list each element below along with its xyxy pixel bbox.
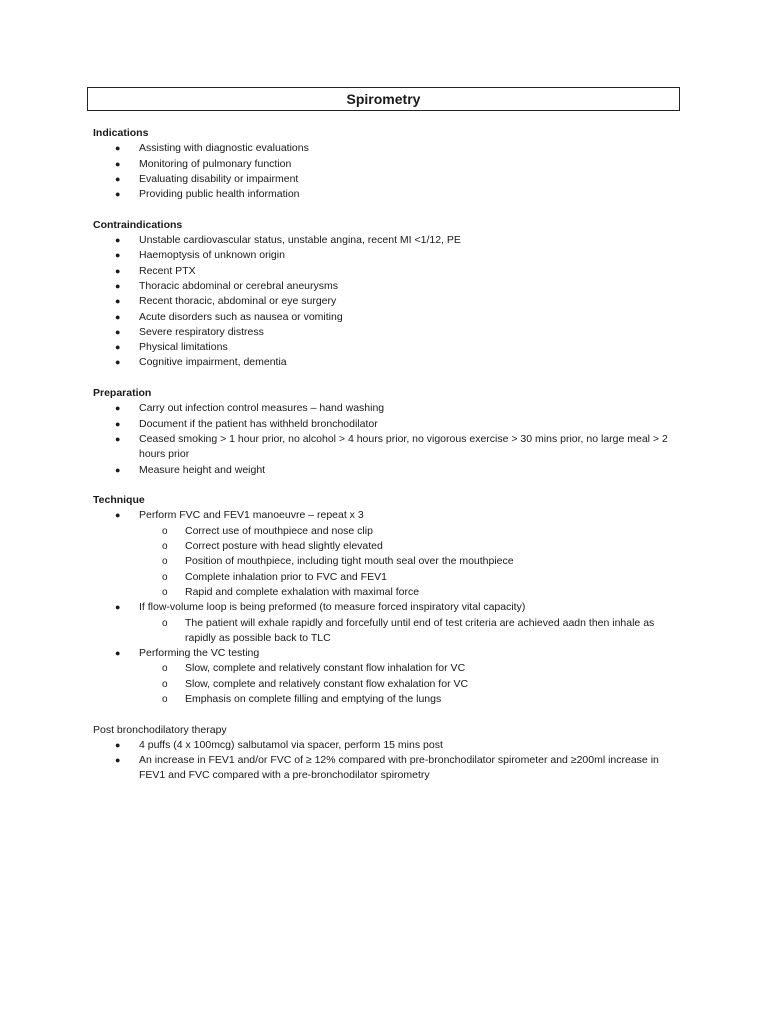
- list-item-text: Cognitive impairment, dementia: [139, 356, 287, 369]
- list-item-text: Carry out infection control measures – hand washing: [139, 402, 385, 415]
- section-post-bronchodilatory-therapy: [93, 723, 673, 784]
- page-title: Spirometry: [87, 87, 680, 111]
- hollow-bullet-icon: o: [162, 525, 168, 537]
- sub-list-item-text: Correct use of mouthpiece and nose clip: [185, 524, 373, 537]
- list-item: [93, 294, 673, 309]
- bullet-icon: ●: [115, 326, 121, 337]
- list-item: [93, 248, 673, 263]
- document-body: [93, 126, 673, 799]
- list-item: [93, 463, 673, 478]
- list-item: [93, 172, 673, 187]
- bullet-list: [93, 508, 673, 707]
- bullet-icon: ●: [115, 235, 121, 246]
- bullet-list: [93, 401, 673, 477]
- list-item-text: Evaluating disability or impairment: [139, 172, 299, 185]
- list-item-text: Performing the VC testing: [139, 647, 260, 660]
- list-item-text: Assisting with diagnostic evaluations: [139, 142, 309, 155]
- list-item-text: Monitoring of pulmonary function: [139, 157, 292, 170]
- list-item: [93, 187, 673, 202]
- sub-list-item: [139, 539, 673, 554]
- section-preparation: [93, 386, 673, 478]
- hollow-bullet-icon: o: [162, 541, 168, 553]
- hollow-bullet-icon: o: [162, 571, 168, 583]
- list-item: [93, 233, 673, 248]
- list-item: [93, 508, 673, 600]
- list-item: [93, 646, 673, 707]
- list-item-text: Acute disorders such as nausea or vomiting: [139, 310, 343, 323]
- sub-bullet-list: [139, 616, 673, 647]
- list-item-text: Document if the patient has withheld bronchodilator: [139, 417, 378, 430]
- sub-list-item-text: Rapid and complete exhalation with maximal force: [185, 585, 420, 598]
- sub-list-item: [139, 570, 673, 585]
- list-item: [93, 355, 673, 370]
- list-item: [93, 417, 673, 432]
- section-heading: Technique: [93, 494, 145, 507]
- list-item-text: Recent thoracic, abdominal or eye surgery: [139, 295, 337, 308]
- section-heading: Indications: [93, 127, 149, 139]
- list-item: [93, 264, 673, 279]
- list-item-text: Perform FVC and FEV1 manoeuvre – repeat x 3: [139, 509, 364, 522]
- hollow-bullet-icon: o: [162, 663, 168, 675]
- list-item-text: Thoracic abdominal or cerebral aneurysms: [139, 279, 339, 292]
- bullet-icon: ●: [115, 755, 121, 766]
- sub-list-item: [139, 585, 673, 600]
- hollow-bullet-icon: o: [162, 693, 168, 705]
- bullet-icon: ●: [115, 250, 121, 261]
- sub-list-item: [139, 661, 673, 676]
- list-item-text: Providing public health information: [139, 188, 300, 201]
- bullet-icon: ●: [115, 418, 121, 429]
- list-item-text: Severe respiratory distress: [139, 325, 264, 338]
- list-item: [93, 600, 673, 646]
- list-item: [93, 738, 673, 753]
- section-contraindications: [93, 218, 673, 371]
- hollow-bullet-icon: o: [162, 617, 168, 629]
- hollow-bullet-icon: o: [162, 556, 168, 568]
- sub-list-item-text: Correct posture with head slightly elevated: [185, 540, 383, 553]
- list-item: [93, 141, 673, 156]
- sub-list-item: [139, 554, 673, 569]
- bullet-icon: ●: [115, 158, 121, 169]
- list-item-text: Recent PTX: [139, 264, 196, 277]
- list-item: [93, 325, 673, 340]
- sub-list-item: [139, 677, 673, 692]
- section-heading: Preparation: [93, 387, 152, 400]
- list-item: [93, 340, 673, 355]
- bullet-icon: ●: [115, 602, 121, 613]
- bullet-icon: ●: [115, 357, 121, 368]
- list-item-text: 4 puffs (4 x 100mcg) salbutamol via spacer, perform 15 mins post: [139, 738, 443, 751]
- sub-bullet-list: [139, 661, 673, 707]
- sub-list-item-text: Emphasis on complete filling and emptying of the lungs: [185, 692, 442, 705]
- bullet-icon: ●: [115, 296, 121, 307]
- list-item: [93, 432, 673, 463]
- list-item: [93, 401, 673, 416]
- bullet-icon: ●: [115, 464, 121, 475]
- section-indications: [93, 126, 673, 202]
- bullet-list: [93, 233, 673, 371]
- bullet-list: [93, 141, 673, 202]
- bullet-icon: ●: [115, 311, 121, 322]
- bullet-icon: ●: [115, 143, 121, 154]
- bullet-icon: ●: [115, 739, 121, 750]
- sub-list-item-text: Slow, complete and relatively constant flow exhalation for VC: [185, 677, 469, 690]
- bullet-icon: ●: [115, 403, 121, 414]
- bullet-icon: ●: [115, 189, 121, 200]
- hollow-bullet-icon: o: [162, 586, 168, 598]
- list-item-text: Physical limitations: [139, 341, 228, 354]
- sub-list-item-text: Complete inhalation prior to FVC and FEV1: [185, 570, 387, 583]
- sub-list-item-text: Position of mouthpiece, including tight mouth seal over the mouthpiece: [185, 555, 514, 568]
- sub-list-item: [139, 616, 673, 647]
- list-item: [93, 279, 673, 294]
- sub-list-item-text: The patient will exhale rapidly and forcefully until end of test criteria are achieved aadn then inhale as rapidly as possible back to TLC: [185, 616, 655, 644]
- list-item: [93, 157, 673, 172]
- list-item: [93, 753, 673, 784]
- list-item: [93, 310, 673, 325]
- sub-list-item: [139, 692, 673, 707]
- bullet-icon: ●: [115, 648, 121, 659]
- bullet-icon: ●: [115, 265, 121, 276]
- bullet-icon: ●: [115, 280, 121, 291]
- bullet-icon: ●: [115, 342, 121, 353]
- list-item-text: Haemoptysis of unknown origin: [139, 249, 285, 262]
- list-item-text: Unstable cardiovascular status, unstable angina, recent MI <1/12, PE: [139, 234, 461, 247]
- list-item-text: Ceased smoking > 1 hour prior, no alcohol > 4 hours prior, no vigorous exercise > 30 mins prior, no large meal > 2 hours prior: [139, 432, 668, 461]
- bullet-list: [93, 738, 673, 784]
- bullet-icon: ●: [115, 433, 121, 444]
- list-item-text: If flow-volume loop is being preformed (to measure forced inspiratory vital capacity): [139, 601, 526, 614]
- bullet-icon: ●: [115, 510, 121, 521]
- section-heading: Contraindications: [93, 218, 183, 231]
- bullet-icon: ●: [115, 173, 121, 184]
- sub-list-item: [139, 524, 673, 539]
- hollow-bullet-icon: o: [162, 678, 168, 690]
- list-item-text: Measure height and weight: [139, 463, 266, 476]
- section-technique: [93, 493, 673, 707]
- section-heading: Post bronchodilatory therapy: [93, 723, 227, 736]
- sub-bullet-list: [139, 524, 673, 600]
- list-item-text: An increase in FEV1 and/or FVC of ≥ 12% compared with pre-bronchodilator spirometer and ≥200ml increase in FEV1 and FVC compared with a pre-bronchodilator spirometry: [139, 754, 659, 782]
- sub-list-item-text: Slow, complete and relatively constant flow inhalation for VC: [185, 662, 466, 675]
